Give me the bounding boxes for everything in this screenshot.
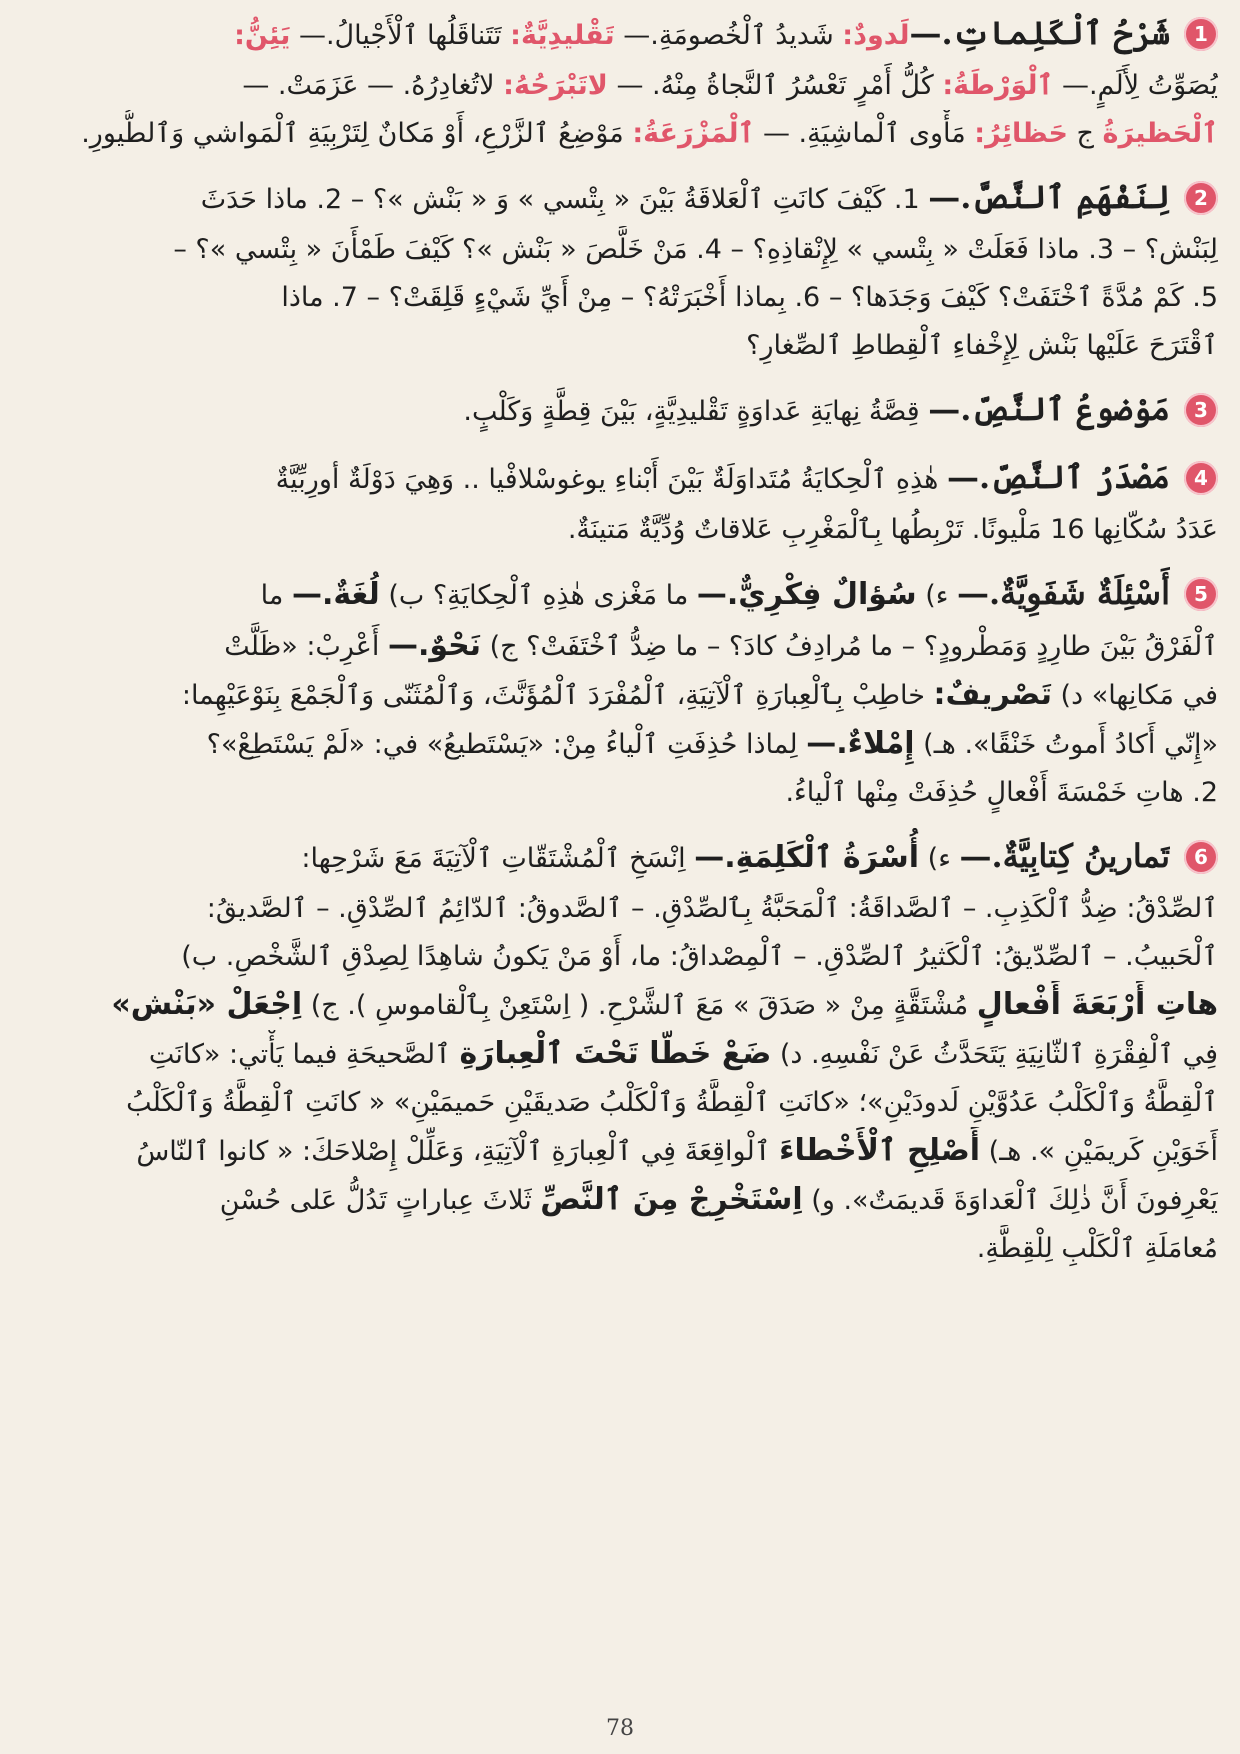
section-heading bbox=[22, 566, 1218, 622]
text-line bbox=[22, 769, 1218, 817]
text-run: لِماذا حُذِفَتِ ٱلْياءُ مِنْ: «يَسْتَطيعُ» في: «لَمْ يَسْتَطِعْ»؟ bbox=[206, 729, 807, 760]
text-run: شَديدُ ٱلْخُصومَةِ.— bbox=[614, 19, 843, 51]
exercise-sections bbox=[22, 6, 1218, 1273]
text-run: هٰذِهِ ٱلْحِكايَةُ مُتَداوَلَةٌ بَيْنَ أَبْناءِ يوغوسْلافْيا .. وَهِيَ دَوْلَةٌ أورِبِّيَّةٌ bbox=[275, 463, 947, 495]
section-number-badge: 2 bbox=[1184, 181, 1218, 215]
section-number-badge: 1 bbox=[1184, 17, 1218, 51]
section-title: مَوْضوعُ ٱلنَّصِّ.— bbox=[928, 389, 1170, 428]
text-line bbox=[22, 885, 1218, 933]
text-run: كُلُّ أَمْرٍ تَعْسُرُ ٱلنَّجاةُ مِنْهُ. — bbox=[607, 70, 943, 101]
text-run: ٱلْفَرْقُ بَيْنَ طارِدٍ وَمَطْرودٍ؟ – ما مُرادِفُ كادَ؟ – ما ضِدُّ ٱخْتَفَتْ؟ ج) bbox=[481, 631, 1218, 662]
text-run: ء) bbox=[919, 842, 960, 874]
exercise-label: هاتِ أَرْبَعَةَ أَفْعالٍ bbox=[976, 987, 1218, 1022]
text-run: خاطِبْ بِٱلْعِبارَةِ ٱلْآتِيَةِ، ٱلْمُفْرَدَ ٱلْمُؤَنَّثَ، وَٱلْمُثَنّى وَٱلْجَمْعَ بِنَوْعَيْهِما: bbox=[181, 680, 934, 711]
text-line bbox=[22, 506, 1218, 554]
text-run: اِنْسَخِ ٱلْمُشْتَقّاتِ ٱلْآتِيَةَ مَعَ شَرْحِها: bbox=[301, 842, 695, 874]
text-run: ٱلْقِطَّةُ وَٱلْكَلْبُ عَدُوَّيْنِ لَدودَيْنِ»؛ «كانَتِ ٱلْقِطَّةُ وَٱلْكَلْبُ صَديقَيْنِ حَميمَيْنِ» « كانَتِ ٱلْقِطَّةُ وَٱلْكَلْبُ bbox=[126, 1087, 1218, 1118]
text-run: 1. كَيْفَ كانَتِ ٱلْعَلاقَةُ بَيْنَ « بِتْسي » وَ « بَنْش »؟ – 2. ماذا حَدَثَ bbox=[200, 183, 929, 215]
text-run: فِي ٱلْفِقْرَةِ ٱلثّانِيَةِ يَتَحَدَّثُ عَنْ نَفْسِهِ. د) bbox=[771, 1039, 1218, 1070]
section-number-badge: 6 bbox=[1184, 840, 1218, 874]
section-title: شَرْحُ ٱلْكَلِماتِ.— bbox=[909, 13, 1170, 52]
text-run: في مَكانِها» د) bbox=[1051, 680, 1218, 711]
section-number-badge: 3 bbox=[1184, 393, 1218, 427]
section-6 bbox=[22, 829, 1218, 1273]
section-title: تَمارينُ كِتابِيَّةٌ.— bbox=[959, 836, 1170, 875]
text-line bbox=[22, 933, 1218, 981]
text-line bbox=[22, 981, 1218, 1030]
vocab-term: لاتَبْرَحُهُ: bbox=[503, 70, 608, 101]
text-run: مَوْضِعُ ٱلزَّرْعِ، أَوْ مَكانٌ لِتَرْبِيَةِ ٱلْمَواشي وَٱلطُّيورِ. bbox=[81, 118, 633, 149]
text-line bbox=[22, 5, 1170, 64]
section-heading bbox=[22, 170, 1218, 226]
text-run: مُعامَلَةِ ٱلْكَلْبِ لِلْقِطَّةِ. bbox=[976, 1233, 1218, 1264]
vocab-term: ٱلْحَظيرَةُ bbox=[1102, 118, 1218, 149]
text-run: أَخَوَيْنِ كَريمَيْنِ ». هـ) bbox=[980, 1136, 1218, 1167]
text-line bbox=[22, 1030, 1218, 1079]
text-line bbox=[22, 381, 1170, 440]
text-run: يُصَوِّتُ لِأَلَمٍ.— bbox=[1053, 70, 1218, 101]
section-4 bbox=[22, 450, 1218, 554]
text-run: ٱلْحَبيبُ. – ٱلصِّدّيقُ: ٱلْكَثيرُ ٱلصِّدْقِ. – ٱلْمِصْداقُ: ما، أَوْ مَنْ يَكونُ شاهِدًا لِصِدْقِ ٱلشَّخْصِ. ب) bbox=[181, 941, 1218, 972]
text-line bbox=[22, 449, 1170, 508]
section-1 bbox=[22, 6, 1218, 158]
text-run: لِبَنْش؟ – 3. ماذا فَعَلَتْ « بِتْسي » لِإِنْقاذِهِ؟ – 4. مَنْ خَلَّصَ « بَنْش »؟ كَيْفَ طَمْأَنَ « بِتْسي »؟ – bbox=[173, 234, 1218, 265]
text-line bbox=[22, 565, 1170, 624]
exercise-label: ضَعْ خَطًّا تَحْتَ ٱلْعِبارَةِ bbox=[459, 1036, 772, 1071]
text-line bbox=[22, 1225, 1218, 1273]
text-line bbox=[22, 110, 1218, 158]
exercise-label: اِجْعَلْ «بَنْش» bbox=[111, 987, 303, 1022]
text-run: «إِنّي أَكادُ أَموتُ خَنْقًا». هـ) bbox=[914, 729, 1218, 760]
text-run: 2. هاتِ خَمْسَةَ أَفْعالٍ حُذِفَتْ مِنْها ٱلْياءُ. bbox=[785, 777, 1218, 808]
exercise-label: أَصْلِحِ ٱلْأَخْطاءَ bbox=[779, 1133, 981, 1168]
text-line bbox=[22, 322, 1218, 370]
text-line bbox=[22, 622, 1218, 671]
text-run: ثَلاثَ عِباراتٍ تَدُلُّ عَلى حُسْنِ bbox=[219, 1185, 541, 1216]
section-title: مَصْدَرُ ٱلنَّصِّ.— bbox=[946, 457, 1170, 496]
section-title: لِنَفْهَمِ ٱلنَّصَّ.— bbox=[928, 177, 1170, 216]
text-line bbox=[22, 671, 1218, 720]
text-run: ٱلصَّحيحَةِ فيما يَأْتي: «كانَتِ bbox=[148, 1039, 460, 1070]
exercise-label: سُؤالٌ فِكْرِيٌّ.— bbox=[696, 576, 917, 612]
exercise-label: أُسْرَةُ ٱلْكَلِمَةِ.— bbox=[694, 839, 920, 875]
text-run: ء) bbox=[916, 579, 958, 611]
vocab-term: ٱلْوَرْطَةُ: bbox=[942, 70, 1054, 101]
page-number: 78 bbox=[606, 1716, 634, 1741]
section-title: أَسْئِلَةٌ شَفَوِيَّةٌ.— bbox=[957, 573, 1170, 612]
text-line bbox=[22, 274, 1218, 322]
section-3 bbox=[22, 382, 1218, 438]
text-run: ٱلْواقِعَةَ فِي ٱلْعِبارَةِ ٱلْآتِيَةِ، وَعَلِّلْ إِصْلاحَكَ: « كانوا ٱلنّاسُ bbox=[136, 1136, 780, 1167]
text-run: عَدَدُ سُكّانِها 16 مَلْيونًا. تَرْبِطُها بِٱلْمَغْرِبِ عَلاقاتٌ وُدِّيَّةٌ مَتينَةٌ. bbox=[567, 514, 1218, 545]
text-run: ما مَغْزى هٰذِهِ ٱلْحِكايَةِ؟ ب) bbox=[379, 579, 697, 611]
section-heading bbox=[22, 450, 1218, 506]
vocab-term: لَدودٌ: bbox=[842, 19, 910, 51]
text-line bbox=[22, 1127, 1218, 1176]
text-run: يَعْرِفونَ أَنَّ ذٰلِكَ ٱلْعَداوَةَ قَديمَتٌ». و) bbox=[802, 1185, 1218, 1216]
text-run: 5. كَمْ مُدَّةً ٱخْتَفَتْ؟ كَيْفَ وَجَدَها؟ – 6. بِماذا أَخْبَرَتْهُ؟ – مِنْ أَيِّ شَيْءٍ قَلِقَتْ؟ – 7. ماذا bbox=[281, 282, 1218, 313]
text-run: لاتُغادِرُهُ. — عَزَمَتْ. — bbox=[242, 70, 504, 101]
text-run: ٱقْتَرَحَ عَلَيْها بَنْش لِإِخْفاءِ ٱلْقِطاطِ ٱلصِّغارِ؟ bbox=[746, 330, 1218, 361]
text-line bbox=[22, 1079, 1218, 1127]
exercise-label: تَصْريفٌ: bbox=[933, 677, 1052, 712]
vocab-term: حَظائِرُ: bbox=[974, 118, 1068, 149]
text-run: تَتَناقَلُها ٱلْأَجْيالُ.— bbox=[290, 19, 511, 51]
section-heading bbox=[22, 829, 1218, 885]
section-heading bbox=[22, 6, 1218, 62]
section-number-badge: 4 bbox=[1184, 461, 1218, 495]
text-run: أَعْرِبْ: «ظَلَّتْ bbox=[224, 631, 388, 662]
text-line bbox=[22, 1176, 1218, 1225]
vocab-term: يَئِنُّ: bbox=[234, 19, 291, 51]
vocab-term: تَقْليدِيَّةٌ: bbox=[510, 19, 615, 51]
text-line bbox=[22, 720, 1218, 769]
text-run: ٱلصِّدْقُ: ضِدُّ ٱلْكَذِبِ. – ٱلصَّداقَةُ: ٱلْمَحَبَّةُ بِٱلصِّدْقِ. – ٱلصَّدوقُ: ٱلدّائِمُ ٱلصِّدْقِ. – ٱلصَّديقُ: bbox=[206, 893, 1218, 924]
text-run: قِصَّةُ نِهايَةِ عَداوَةٍ تَقْليدِيَّةٍ، بَيْنَ قِطَّةٍ وَكَلْبٍ. bbox=[463, 395, 929, 427]
text-run: مُشْتَقَّةٍ مِنْ « صَدَقَ » مَعَ ٱلشَّرْحِ. ( اِسْتَعِنْ بِٱلْقاموسِ ). ج) bbox=[302, 990, 977, 1021]
section-number-badge: 5 bbox=[1184, 577, 1218, 611]
exercise-label: اِسْتَخْرِجْ مِنَ ٱلنَّصِّ bbox=[540, 1182, 803, 1217]
section-5 bbox=[22, 566, 1218, 817]
text-line bbox=[22, 62, 1218, 110]
section-heading bbox=[22, 382, 1218, 438]
section-2 bbox=[22, 170, 1218, 370]
exercise-label: نَحْوٌ.— bbox=[387, 628, 482, 663]
text-run: ما bbox=[260, 579, 292, 611]
exercise-label: إِمْلاءٌ.— bbox=[806, 726, 915, 761]
text-line bbox=[22, 169, 1170, 228]
text-line bbox=[22, 226, 1218, 274]
text-run: مَأْوى ٱلْماشِيَةِ. — bbox=[754, 118, 975, 149]
exercise-label: لُغَةٌ.— bbox=[291, 576, 380, 612]
text-run: ج bbox=[1067, 118, 1103, 149]
text-line bbox=[22, 828, 1170, 887]
vocab-term: ٱلْمَزْرَعَةُ: bbox=[632, 118, 755, 149]
